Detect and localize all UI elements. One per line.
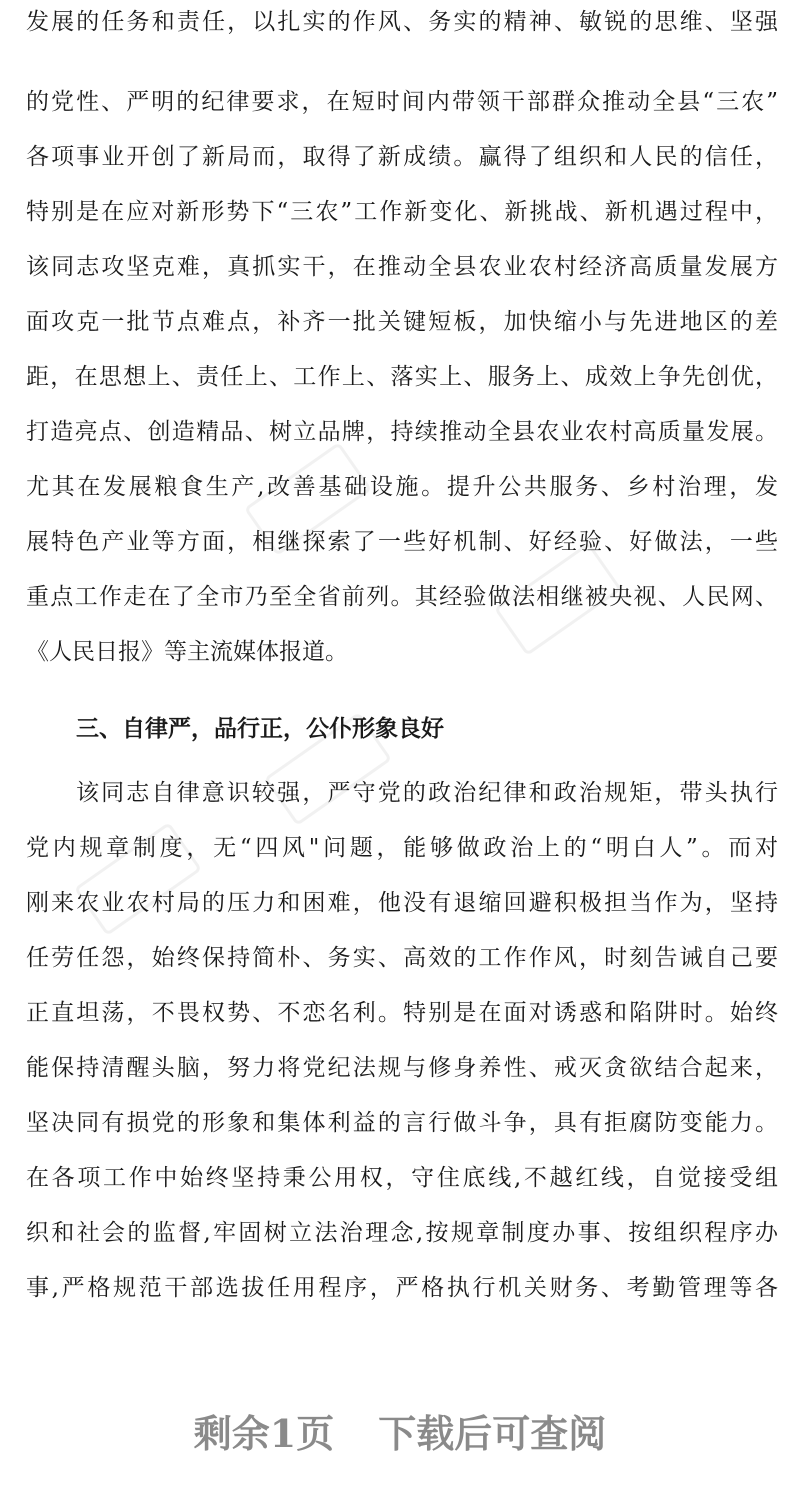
paragraph-line: 任劳任怨，始终保持简朴、务实、高效的工作作风，时刻告诫自己要	[26, 945, 778, 971]
paragraph-line: 该同志攻坚克难，真抓实干，在推动全县农业农村经济高质量发展方	[26, 254, 778, 280]
paragraph-line: 能保持清醒头脑，努力将党纪法规与修身养性、戒灭贪欲结合起来，	[26, 1055, 778, 1081]
paragraph-line: 尤其在发展粮食生产,改善基础设施。提升公共服务、乡村治理，发	[26, 474, 778, 500]
paragraph-line: 事,严格规范干部选拔任用程序，严格执行机关财务、考勤管理等各	[26, 1275, 778, 1301]
paragraph-line: 各项事业开创了新局而，取得了新成绩。赢得了组织和人民的信任，	[26, 144, 778, 170]
paragraph-line: 打造亮点、创造精品、树立品牌，持续推动全县农业农村高质量发展。	[26, 419, 778, 445]
section-heading: 三、自律严，品行正，公仆形象良好	[76, 716, 444, 742]
download-prompt[interactable]	[0, 1402, 800, 1466]
paragraph-line: 特别是在应对新形势下“三农”工作新变化、新挑战、新机遇过程中，	[26, 199, 778, 225]
paragraph-line: 的党性、严明的纪律要求，在短时间内带领干部群众推动全县“三农”	[26, 89, 778, 115]
paragraph-line: 正直坦荡，不畏权势、不恋名利。特别是在面对诱惑和陷阱时。始终	[26, 1000, 778, 1026]
paragraph-line: 在各项工作中始终坚持秉公用权，守住底线,不越红线，自觉接受组	[26, 1165, 778, 1191]
paragraph-line: 刚来农业农村局的压力和困难，他没有退缩回避积极担当作为，坚持	[26, 890, 778, 916]
paragraph-line: 重点工作走在了全市乃至全省前列。其经验做法相继被央视、人民网、	[26, 584, 778, 610]
paragraph-line: 发展的任务和责任，以扎实的作风、务实的精神、敏锐的思维、坚强	[26, 9, 778, 35]
paragraph-line: 展特色产业等方面，相继探索了一些好机制、好经验、好做法，一些	[26, 529, 778, 555]
paragraph-line: 距，在思想上、责任上、工作上、落实上、服务上、成效上争先创优，	[26, 364, 778, 390]
remaining-pages-label[interactable]: 剩余1页	[193, 1411, 335, 1456]
paragraph-line: 坚决同有损党的形象和集体利益的言行做斗争，具有拒腐防变能力。	[26, 1110, 778, 1136]
download-hint-label[interactable]: 下载后可查阅	[378, 1411, 607, 1456]
paragraph-line: 该同志自律意识较强，严守党的政治纪律和政治规矩，带头执行	[76, 780, 778, 806]
paragraph-line: 党内规章制度，无“四风"问题，能够做政治上的“明白人”。而对	[26, 835, 778, 861]
paragraph-line: 《人民日报》等主流媒体报道。	[26, 639, 348, 665]
paragraph-line: 织和社会的监督,牢固树立法治理念,按规章制度办事、按组织程序办	[26, 1220, 778, 1246]
paragraph-line: 面攻克一批节点难点，补齐一批关键短板，加快缩小与先进地区的差	[26, 309, 778, 335]
